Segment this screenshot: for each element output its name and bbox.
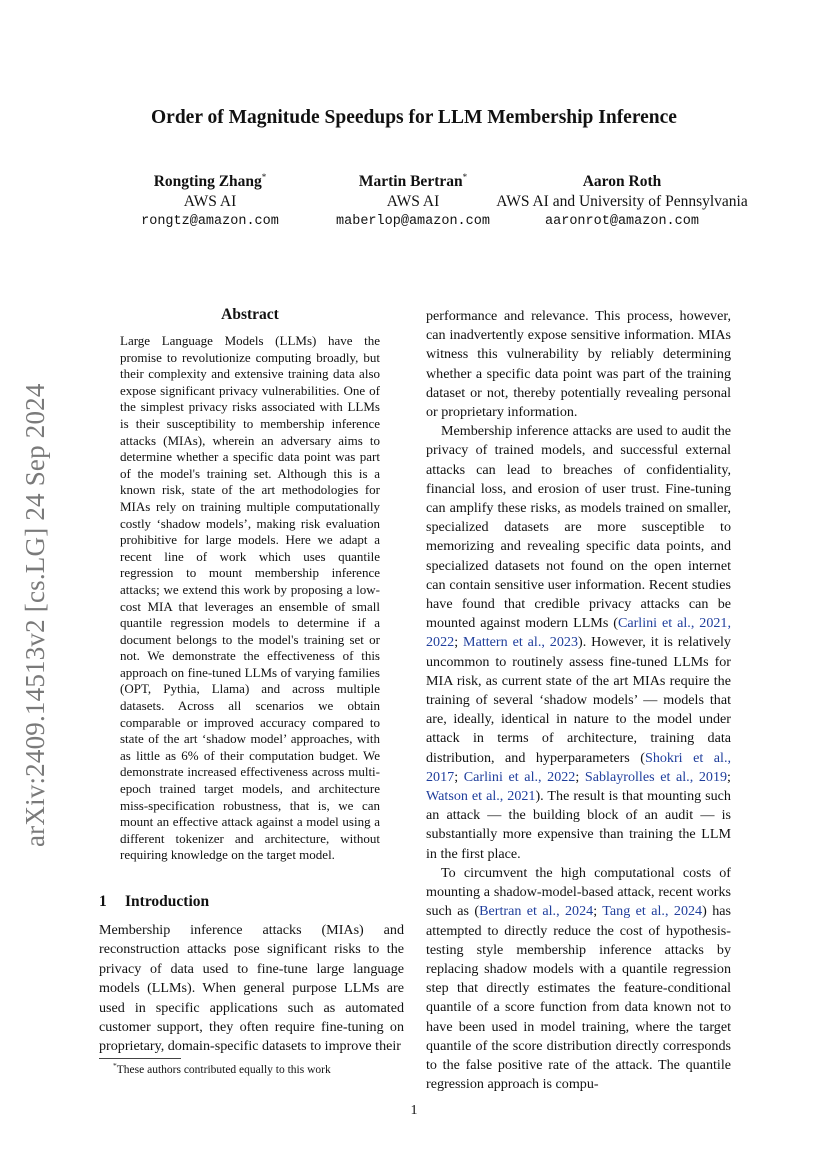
author-mark: *: [261, 171, 267, 182]
author-affiliation: AWS AI: [183, 193, 237, 210]
paragraph-text: ;: [454, 768, 464, 785]
paragraph-text: ) has attempted to directly reduce the cost of hypothesis-testing style membership inference attacks by replacing shadow models with a quantile regression step that directly estimates the feature-conditional quantile of a score function from data known not to have been used in model training, where the target quantile of the score distribution directly corresponds to the false positive rate of the attack. The quantile regression approach is compu-: [426, 903, 731, 1093]
author-name: Martin Bertran*: [358, 171, 468, 190]
paragraph-continued: performance and relevance. This process, however, can inadvertently expose sensitive information. MIAs witness this vulnerability by reliably determining whether a specific data point was part of the training dataset or not, thereby potentially revealing personal or proprietary information.: [426, 308, 731, 421]
introduction-paragraph: Membership inference attacks (MIAs) and reconstruction attacks pose significant risks to the privacy of data used to fine-tune large language models (LLMs). When general purpose LLMs are used in specific applications such as automated customer support, they often require fine-tuning on proprietary, domain-specific datasets to improve their: [99, 922, 404, 1055]
paragraph-circumvent: [426, 864, 731, 1094]
author-name: Rongting Zhang*: [153, 171, 267, 190]
citation-link[interactable]: Shokri et al., 2017: [426, 749, 731, 785]
citation-link[interactable]: Sablayrolles et al., 2019: [584, 768, 728, 785]
author-email: maberlop@amazon.com: [336, 214, 490, 229]
paragraph-text: ;: [593, 903, 603, 920]
citation-link[interactable]: Tang et al., 2024: [602, 903, 703, 920]
author-email: aaronrot@amazon.com: [545, 214, 699, 229]
footnote-text: These authors contributed equally to this work: [116, 1064, 331, 1076]
author-mark: *: [462, 171, 468, 182]
paragraph-text: ;: [575, 768, 585, 785]
author-name: Aaron Roth: [582, 173, 662, 190]
arxiv-stamp: arXiv:2409.14513v2 [cs.LG] 24 Sep 2024: [20, 383, 50, 847]
page-number: 1: [410, 1103, 418, 1118]
citation-link[interactable]: Mattern et al., 2023: [463, 634, 578, 651]
paper-title: Order of Magnitude Speedups for LLM Membership Inference: [151, 107, 677, 128]
paragraph-text: To circumvent the high computational costs of mounting a shadow-model-based attack, recent works such as (: [426, 864, 731, 920]
paragraph-text: Membership inference attacks are used to audit the privacy of trained models, and successful external attacks can lead to breaches of confidentiality, financial loss, and erosion of user trust. Fine-tuning can amplify these risks, as models trained on smaller, specialized datasets are more susceptible to memorizing and revealing specific data points, and specialized datasets not found on the open internet can contain sensitive user information. Recent studies have found that credible privacy attacks can be mounted against modern LLMs (: [426, 423, 731, 632]
abstract-text: Large Language Models (LLMs) have the promise to revolutionize computing broadly, but their complexity and extensive training data also expose significant privacy vulnerabilities. One of the simplest privacy risks associated with LLMs is their susceptibility to membership inference attacks (MIAs), wherein an adversary aims to determine whether a specific data point was part of the model's training set. Although this is a known risk, state of the art methodologies for MIAs rely on training multiple computationally costly ‘shadow models’, making risk evaluation prohibitive for large models. Here we adapt a recent line of work which uses quantile regression to mount membership inference attacks; we extend this work by proposing a low-cost MIA that leverages an ensemble of small quantile regression models to determine if a document belongs to the model's training set or not. We demonstrate the effectiveness of this approach on fine-tuned LLMs of varying families (OPT, Pythia, Llama) and across multiple datasets. Across all scenarios we obtain comparable or improved accuracy compared to state of the art ‘shadow model’ approaches, with as little as 6% of their computation budget. We demonstrate increased effectiveness across multi-epoch trained target models, and architecture miss-specification robustness, that is, we can mount an effective attack against a model using a different tokenizer and architecture, without requiring knowledge on the target model.: [120, 333, 380, 863]
paragraph-text: ;: [727, 768, 731, 785]
footnote: [113, 1063, 413, 1077]
footnote-mark: *: [113, 1061, 117, 1071]
author-block: [472, 172, 772, 232]
citation-link[interactable]: Bertran et al., 2024: [479, 903, 594, 920]
section-title: Introduction: [125, 893, 210, 910]
right-column: [426, 307, 731, 1094]
author-email: rongtz@amazon.com: [141, 214, 279, 229]
footnote-rule: [99, 1058, 181, 1059]
citation-link[interactable]: Carlini et al., 2022: [463, 768, 576, 785]
author-block: [110, 172, 310, 232]
paragraph-membership-inference: [426, 422, 731, 864]
abstract-heading: Abstract: [221, 306, 279, 323]
citation-link[interactable]: Carlini et al., 2021, 2022: [426, 615, 731, 651]
paragraph-text: ). The result is that mounting such an attack — the building block of an audit — is substantially more expensive than training the LLM in the first place.: [426, 788, 731, 862]
section-number: 1: [99, 893, 107, 910]
section-heading-introduction: [99, 893, 399, 911]
paragraph-text: ;: [454, 634, 464, 651]
paragraph-text: ). However, it is relatively uncommon to routinely assess fine-tuned LLMs for MIA risk, as current state of the art MIAs require the training of several ‘shadow models’ — models that are, ideally, identical in nature to the model under attack in terms of architecture, training data distribution, and hyperparameters (: [426, 634, 731, 766]
citation-link[interactable]: Watson et al., 2021: [426, 788, 536, 805]
author-affiliation: AWS AI: [386, 193, 440, 210]
author-affiliation: AWS AI and University of Pennsylvania: [496, 193, 748, 210]
